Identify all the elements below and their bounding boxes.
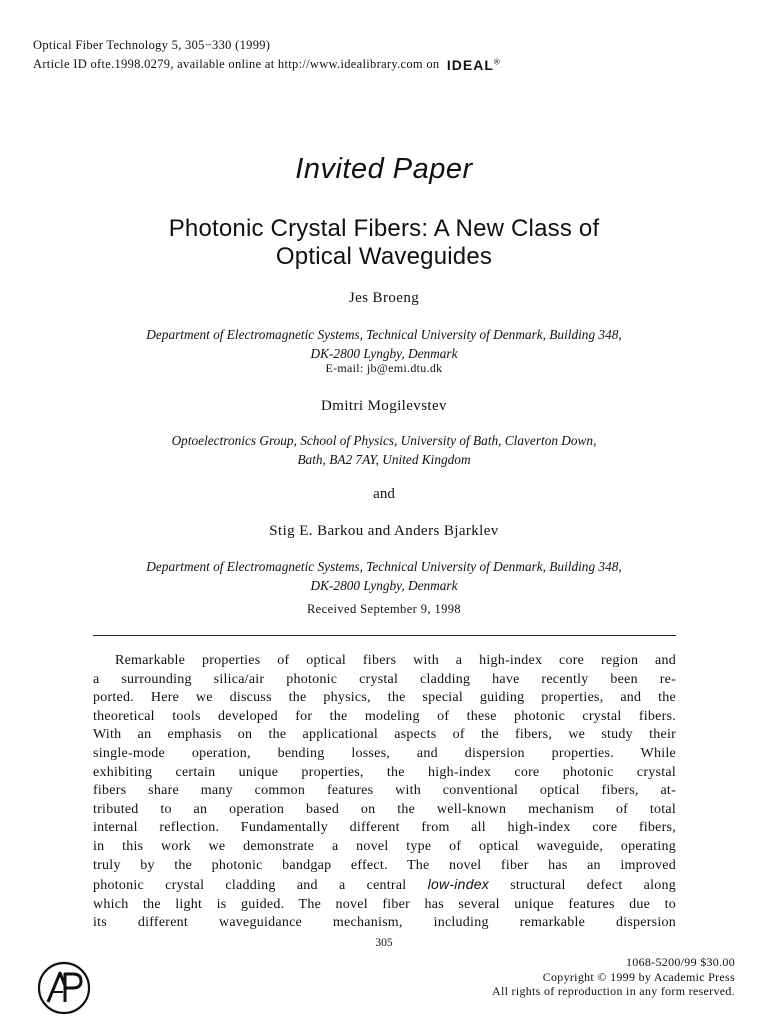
author-affiliation bbox=[0, 431, 768, 469]
author-name: Jes Broeng bbox=[348, 290, 420, 306]
abstract-line: internal reflection. Fundamentally different from all high-index core fibers, bbox=[93, 820, 676, 836]
registered-mark: ® bbox=[493, 57, 501, 67]
copyright-block bbox=[492, 955, 735, 999]
abstract-line: With an emphasis on the applicational aspects of the fibers, we study their bbox=[93, 727, 676, 743]
author-name: Dmitri Mogilevstev bbox=[321, 398, 447, 414]
abstract bbox=[93, 652, 676, 933]
title-line: Optical Waveguides bbox=[275, 243, 493, 270]
title-line: Photonic Crystal Fibers: A New Class of bbox=[168, 215, 600, 242]
abstract-line: in this work we demonstrate a novel type of optical waveguide, operating bbox=[93, 838, 676, 854]
abstract-line: truly by the photonic bandgap effect. The novel fiber has an improved bbox=[93, 857, 676, 873]
paper-type: Invited Paper bbox=[295, 153, 473, 185]
author-conjunction: and bbox=[373, 486, 395, 502]
page-number: 305 bbox=[375, 937, 393, 949]
abstract-line: Remarkable properties of optical fibers with a high-index core region and bbox=[115, 653, 676, 668]
ideal-logo-text: IDEAL bbox=[446, 57, 494, 74]
abstract-line: fibers share many common features with conventional optical fibers, at- bbox=[93, 783, 676, 799]
article-code: 1068-5200/99 $30.00 bbox=[625, 955, 735, 969]
affiliation-line: DK-2800 Lyngby, Denmark bbox=[310, 346, 458, 361]
affiliation-line: Department of Electromagnetic Systems, Technical University of Denmark, Building 348, bbox=[146, 559, 622, 574]
emphasized-term: low-index bbox=[427, 876, 490, 893]
author-affiliation bbox=[0, 557, 768, 595]
affiliation-line: Bath, BA2 7AY, United Kingdom bbox=[297, 452, 471, 467]
author-affiliation bbox=[0, 325, 768, 363]
abstract-line: ported. Here we discuss the physics, the special guiding properties, and the bbox=[93, 690, 676, 706]
abstract-divider bbox=[93, 635, 676, 636]
abstract-line: exhibiting certain unique properties, the high-index core photonic crystal bbox=[93, 764, 676, 780]
abstract-text: photonic crystal cladding and a central bbox=[93, 878, 428, 894]
journal-citation: Optical Fiber Technology 5, 305−330 (1999) bbox=[33, 38, 271, 52]
abstract-line: single-mode operation, bending losses, and dispersion properties. While bbox=[93, 745, 676, 761]
ideal-logo bbox=[447, 57, 501, 73]
abstract-line bbox=[93, 875, 676, 896]
author-email: E-mail: jb@emi.dtu.dk bbox=[325, 361, 443, 375]
affiliation-line: Optoelectronics Group, School of Physics, University of Bath, Claverton Down, bbox=[171, 433, 597, 448]
received-date: Received September 9, 1998 bbox=[306, 602, 462, 616]
article-id-text: Article ID ofte.1998.0279, available online at http://www.idealibrary.com on bbox=[33, 57, 440, 71]
affiliation-line: DK-2800 Lyngby, Denmark bbox=[310, 578, 458, 593]
rights-line: All rights of reproduction in any form reserved. bbox=[491, 984, 735, 998]
article-id-line bbox=[33, 57, 501, 73]
abstract-line: a surrounding silica/air photonic crystal cladding have recently been re- bbox=[93, 671, 676, 687]
abstract-line: which the light is guided. The novel fiber has several unique features due to bbox=[93, 896, 676, 912]
abstract-line: theoretical tools developed for the modeling of these photonic crystal fibers. bbox=[93, 708, 676, 724]
paper-title bbox=[0, 215, 768, 271]
abstract-line: its different waveguidance mechanism, including remarkable dispersion bbox=[93, 915, 676, 931]
copyright-line: Copyright © 1999 by Academic Press bbox=[542, 969, 735, 984]
author-name: Stig E. Barkou and Anders Bjarklev bbox=[269, 523, 499, 539]
abstract-text: structural defect along bbox=[489, 878, 676, 894]
affiliation-line: Department of Electromagnetic Systems, Technical University of Denmark, Building 348, bbox=[146, 327, 622, 342]
academic-press-logo-icon bbox=[36, 960, 92, 1016]
abstract-line: tributed to an operation based on the well-known mechanism of total bbox=[93, 801, 676, 817]
